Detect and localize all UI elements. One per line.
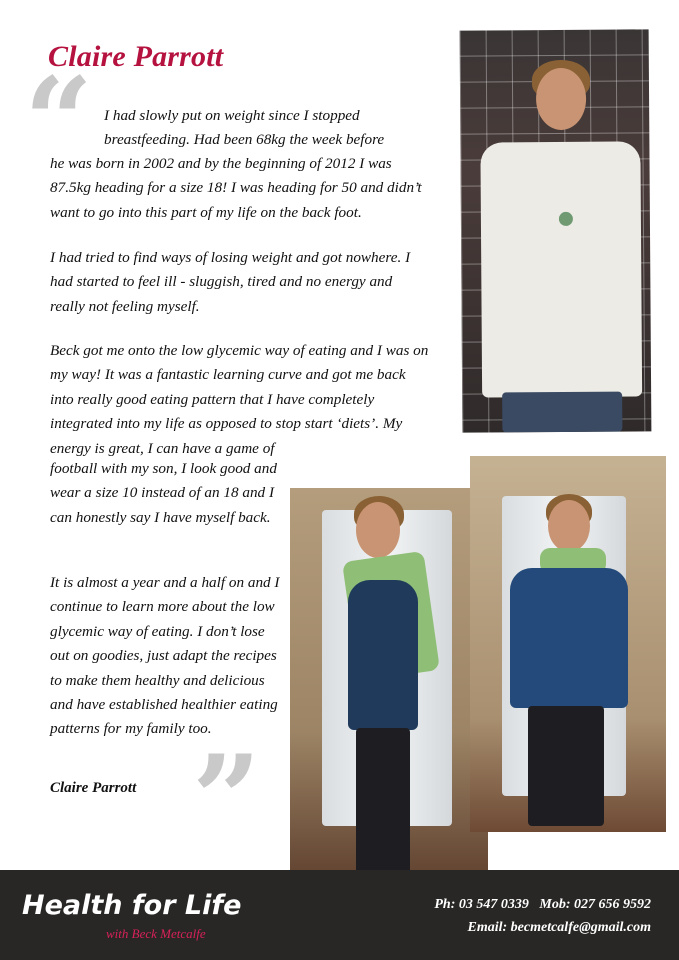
email-address: Email: becmetcalfe@gmail.com	[467, 920, 651, 935]
brand-logo: Health for Life	[22, 890, 242, 921]
blue-top	[510, 568, 628, 708]
phone-numbers: Ph: 03 547 0339 Mob: 027 656 9592	[434, 897, 651, 912]
brand-subtitle: with Beck Metcalfe	[106, 926, 206, 941]
after-photo-side	[290, 488, 488, 894]
open-quote-mark: “	[24, 51, 94, 192]
white-tunic	[480, 141, 642, 397]
page-title: Claire Parrott	[48, 40, 224, 73]
person-head	[536, 68, 586, 130]
testimonial-paragraph-3: Beck got me onto the low glycemic way of eating and I was on my way! It was a fantastic learning curve and got me back into really good eating pattern that I have completely integrated into my life as opposed to stop start ‘diets’. My energy is great, I can have a game of	[50, 342, 429, 457]
signature: Claire Parrott	[50, 780, 137, 796]
person-head	[356, 502, 400, 558]
close-quote-mark: ”	[192, 729, 262, 870]
pendant-icon	[559, 212, 573, 226]
testimonial-paragraph-1-start	[104, 104, 434, 153]
black-pants	[356, 728, 410, 888]
testimonial-line-1: I had slowly put on weight since I stopped	[104, 107, 360, 124]
blue-top	[348, 580, 418, 730]
jeans	[502, 392, 622, 433]
testimonial-paragraph-1-rest: he was born in 2002 and by the beginning of 2012 I was 87.5kg heading for a size 18! I was heading for 50 and didn’t want to go into this part of my life on the back foot.	[50, 155, 422, 221]
person-head	[548, 500, 590, 552]
testimonial-paragraph-2: I had tried to find ways of losing weight and got nowhere. I had started to feel ill - sluggish, tired and no energy and really not feeling myself.	[50, 249, 411, 315]
footer	[0, 870, 679, 960]
testimonial-paragraph-3-continued: football with my son, I look good and wear a size 10 instead of an 18 and I can honestly say I have myself back.	[50, 460, 277, 526]
testimonial-line-2: breastfeeding. Had been 68kg the week before	[104, 131, 385, 149]
testimonial-paragraph-4: It is almost a year and a half on and I continue to learn more about the low glycemic way of eating. I don’t lose out on goodies, just adapt the recipes to make them healthy and delicious and have established healthier eating patterns for my family too.	[50, 574, 280, 738]
before-photo	[460, 29, 652, 432]
after-photo-front	[470, 456, 666, 832]
black-pants	[528, 706, 604, 826]
